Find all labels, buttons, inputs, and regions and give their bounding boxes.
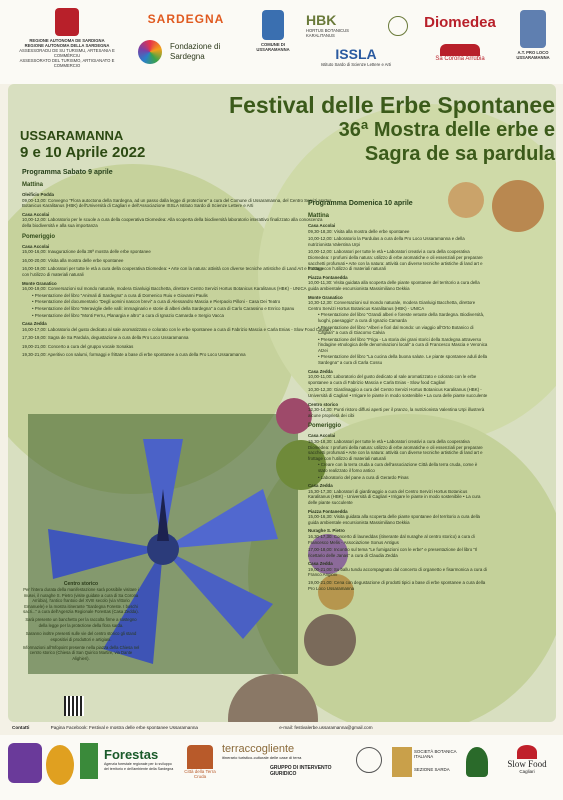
pardula-photo bbox=[492, 180, 544, 232]
terracruda-icon bbox=[187, 745, 213, 769]
corona-icon bbox=[440, 44, 480, 56]
sunday-program: Programma Domenica 10 aprile Mattina Casa Accolai 09,30-18,30: Visita alla mostra delle erbe spontanee 10,00-12,00: Laboratorio la Pardulas a cura della Pro Loco Ussaramanna e della nutrizionista Valentina Urpi 10,00-12,00: Laboratori per tutte le età • Laboratori creativi a cura della cooperativa Diomedea: I profumi della natura: utilizzo di erbe aromatiche e oli essenziali per preparare sacchetti profumati • Arte con la natura: attività con diverse tecniche artistiche di land art e frottage con l'utilizzo di materiali naturali Piazza Fontanedda 10,00-11,30: Visita guidata alla scoperta delle piante spontanee del territorio a cura della guida ambientale escursionista Massimiliano Dekkia Monte Granatico 10,30-12,30: Conversazioni sul mondo naturale, modera Gianluigi Bacchetta, direttore Centro Servizi Hortus Botanicus Karalitanus (HBK) - UNICA • Presentazione del libro "Grandi alberi e foreste vetuste della Sardegna. Biodiversità, luoghi, paesaggio" a cura di Ignazio Camarda • Presentazione del libro "Alberi e fiori dal mondo: un viaggio all'Orto Botanico di Cagliari" a cura di Giacomo Calvia • Presentazione del libro "Frigu - La storia dei grani storici della Sardegna attraverso l'indagine etnologica delle denominazioni locali" a cura di Francesco Mascia e Veronica Atzei • Presentazione del libro "La cucina della buona salute. Le piante spontanee aduli della Sardegna" a cura di Carla Cossu Casa Zedda 10,00-11,00: Laboratorio del gusto dedicato al sale aromatizzato e colorato con le erbe spontanee a cura di Fabrizio Mascia e Carla Enias - Slow food Cagliari 10,30-12,30: Giardinaggio a cura del Centro Servizi Hortus Botanicus Karalitanus (HBK) - Università di Cagliari • Irrigare le piante in modo sostenibile • La cura delle piante succulente Centro storico 12,30-14,30: Punti ristoro diffusi aperti per il pranzo, la nutrizionista Valentina Urpi illustrerà alcune proprietà dei cibi Pomeriggio Casa Accolai 15,30-18,30: Laboratori per tutte le età • Laboratori creativi a cura della cooperativa Diomedea: I profumi della natura: utilizzo di erbe aromatiche e oli essenziali per preparare sacchetti profumati • Arte con la natura: attività con diverse tecniche artistiche di land art e frottage con l'utilizzo di materiali naturali • Creare con la terra cruda a cura dell'associazione Città della terra cruda, come è stato realizzato il forno antico • Laboratorio del pane a cura di Gerardo Pinas Casa Zedda 15,30-17,30: Laboratori di giardinaggio a cura del Centro Servizi Hortus Botanicus Karalitanus (HBK) - Università di Cagliari • Irrigare le piante in modo sostenibile • La cura delle piante succulente Piazza Fontanedda 15,00-16,30: Visita guidata alla scoperta delle piante spontanee del territorio a cura della guida ambientale escursionista Massimiliano Dekkia Nuraghe S. Pietro 16,30-17,30: Concerto di launeddas (itinerante dal nuraghe al centro storico) a cura di Francesco Melis - Associazione Sonus Antigus 17,00-18,00: Incontro sul tema "Le fumigazioni con le erbe" e presentazione del libro "Il ricettario delle Janas" a cura di Claudia Zedda Casa Zedda 19,00-21,00: Su ballu tundu accompagnato dal concerto di organetto e fisarmonica a cura di Franco Angioni 19,00-21,00: Cena con degustazione di prodotti tipici a base di erbe spontanee a cura della Pro Loco Ussaramanna bbox=[308, 200, 488, 591]
proloco-icon bbox=[520, 10, 546, 48]
saturday-program: Programma Sabato 9 aprile Mattina Oleificio Podda 09,00-13,00: Convegno "Flora autoctona della Sardegna, ad un passo dalla legge di protezione" a cura del Comune di Ussaramanna, del Centro Servizi Hortus Botanicus Karalitanus (HBK) dell'Università di Cagliari e dell'Associazione ISSLA Istituto Sardo di Scienze Lettere e Arti Casa Accolai 10,00-12,00: Laboratorio per le scuole a cura della cooperativa Diomedea: Alla scoperta della biodiversità laboratorio interattivo finalizzato alla conoscenza della biodiversità e alla sua importanza Pomeriggio Casa Accolai 15,00-16,00: Inaugurazione della 36ª mostra delle erbe spontanee 16,00-20,00: Visita alla mostra delle erbe spontanee 16,00-19,00: Laboratori per tutte le età a cura della cooperativa Diomedea: • Arte con la natura: attività con diverse tecniche artistiche di Land Art e Frottage con l'utilizzo di materiali naturali Monte Granatico 16,00-19,00: Conversazioni sul mondo naturale, modera Gianluigi Bacchetta, direttore Centro Servizi Hortus Botanicus Karalitanus (HBK) - UNICA • Presentazione del libro "Animali di Sardegna" a cura di Domenico Ruiu e Giovanni Paulis • Presentazione del documentario "Degli uomini nascon brevi" a cura di Alessandro Mascia e Pierpaolo Pilloni - Casa Dei Teatro • Presentazione del libro "Meraviglie delle valli: immaginario e storie di alberi della Sardegna" a cura di Carlo Carassino e Enrico Spanu • Presentazione del libro "Monti Ferru, Planargia e altro" a cura di Ignazio Camarda e Sergio Vacca Casa Zedda 16,00-17,00: Laboratorio del gusto dedicato al sale aromatizzato e colorato con le erbe spontanee a cura di Fabrizio Mascia e Carla Enias - Slow Food Cagliari 17,30-19,00: Sagra de Sa Pardula, degustazione a cura della Pro Loco Ussaramanna 19,00-21,00: Concerto a cura del gruppo vocale Sonakas 19,30-21,00: Aperitivo con salumi, formaggi e frittate a base di erbe spontanee a cura della Pro Loco Ussaramanna bbox=[22, 169, 332, 358]
place-date: USSARAMANNA 9 e 10 Aprile 2022 bbox=[20, 128, 146, 161]
comune-logo: COMUNE DI USSARAMANNA bbox=[248, 10, 298, 52]
gruppo-logo: GRUPPO DI INTERVENTO GIURIDICO bbox=[270, 765, 332, 777]
email-link[interactable]: e-mail: festivalerbe.ussaramanna@gmail.com bbox=[279, 725, 373, 730]
contacts-bar: Contatti Pagina Facebook: Festival e mostra delle erbe spontanee Ussaramanna e-mail: festivalerbe.ussaramanna@gmail.com bbox=[12, 725, 373, 730]
comune-crest-icon bbox=[262, 10, 284, 40]
snail-icon bbox=[517, 745, 537, 759]
corona-logo: Sa Corona Arrùbia bbox=[420, 44, 500, 62]
terraccogliente-logo: terraccogliente itinerario turistico-culturale delle case di terra bbox=[222, 743, 302, 760]
facebook-link[interactable]: Pagina Facebook: Festival e mostra delle erbe spontanee Ussaramanna bbox=[50, 725, 198, 730]
sponsor-logo-1 bbox=[8, 743, 42, 783]
diomedea-logo: Diomedea bbox=[424, 14, 496, 31]
hbk-seal-icon bbox=[388, 16, 408, 36]
festival-title: Festival delle Erbe Spontanee 36ª Mostra delle erbe e Sagra de sa pardula bbox=[229, 92, 555, 165]
woman-window-photo bbox=[304, 614, 356, 666]
fondazione-icon bbox=[138, 40, 162, 64]
sardegna-logo: SARDEGNA bbox=[147, 12, 225, 26]
seal-icon bbox=[356, 747, 382, 773]
proloco-logo: A.T. PRO LOCO USSARAMANNA bbox=[508, 10, 558, 60]
flowers-photo-1 bbox=[276, 398, 312, 434]
qr-code-icon[interactable] bbox=[64, 696, 84, 716]
issla-logo: ISSLA Istituto Sardo di Scienze Lettere e Arti bbox=[320, 46, 392, 67]
sbi-icon bbox=[392, 747, 412, 777]
centro-storico-info: Centro storico Per l'intera durata della manifestazione sarà possibile visitare i musei, il nuraghe S. Pietro (visite guidate a cura di Sa Corona Arrùbia), l'antico frantoio del XVIII secolo (via Vittorio Emanuele) e la mostra itinerante "Sardegna Foreste. I boschi sacri..." a cura dell'Agenzia Regionale Forestas (Casa Zedda). Sarà presente un banchetto per la raccolta firme a sostegno della legge per la protezione della flora sarda. Saranno inoltre presenti sulle vie del centro storico gli stand espositivi di produttori e artigiani. Informazioni all'Infopoint presente nella piazza della Chiesa nel centro storico (Chiesa di San Quirico Martire, via Dante Alighieri). bbox=[22, 581, 140, 661]
regione-crest-icon bbox=[55, 8, 79, 36]
sponsor-logo-2 bbox=[46, 745, 74, 785]
header-logos: REGIONE AUTONOMA DE SARDIGNA REGIONE AUTONOMA DELLA SARDEGNA ASSESSORADU DE SU TURISMU, ARTESANIA E COMMÈRCIU ASSESSORATO DEL TURISMO, ARTIGIANATO E COMMERCIO SARDEGNA Fondazione di Sardegna COMUNE DI USSARAMANNA HBK HORTUS BOTANICUS KARALITANUS ISSLA Istituto Sardo di Scienze Lettere e Arti Diomedea Sa Corona Arrùbia A.T. PRO LOCO USSARAMANNA bbox=[0, 0, 563, 84]
terracruda-logo: Città della Terra Cruda bbox=[182, 745, 218, 779]
hbk-logo: HBK HORTUS BOTANICUS KARALITANUS bbox=[306, 12, 349, 38]
forestas-logo: Forestas Agenzia forestale regionale per lo sviluppo del territorio e dell'ambiente della Sardegna bbox=[104, 747, 174, 771]
slowfood-logo: Slow Food Cagliari bbox=[496, 745, 558, 774]
societa-logo: SOCIETÀ BOTANICA ITALIANA SEZIONE SARDA bbox=[414, 749, 457, 772]
sponsor-logos bbox=[0, 735, 563, 800]
regione-logo: REGIONE AUTONOMA DE SARDIGNA REGIONE AUTONOMA DELLA SARDEGNA ASSESSORADU DE SU TURISMU, ARTESANIA E COMMÈRCIU ASSESSORATO DEL TURISMO, ARTIGIANATO E COMMERCIO bbox=[8, 8, 126, 68]
sponsor-logo-plant bbox=[466, 747, 488, 777]
sponsor-logo-3 bbox=[80, 743, 98, 779]
